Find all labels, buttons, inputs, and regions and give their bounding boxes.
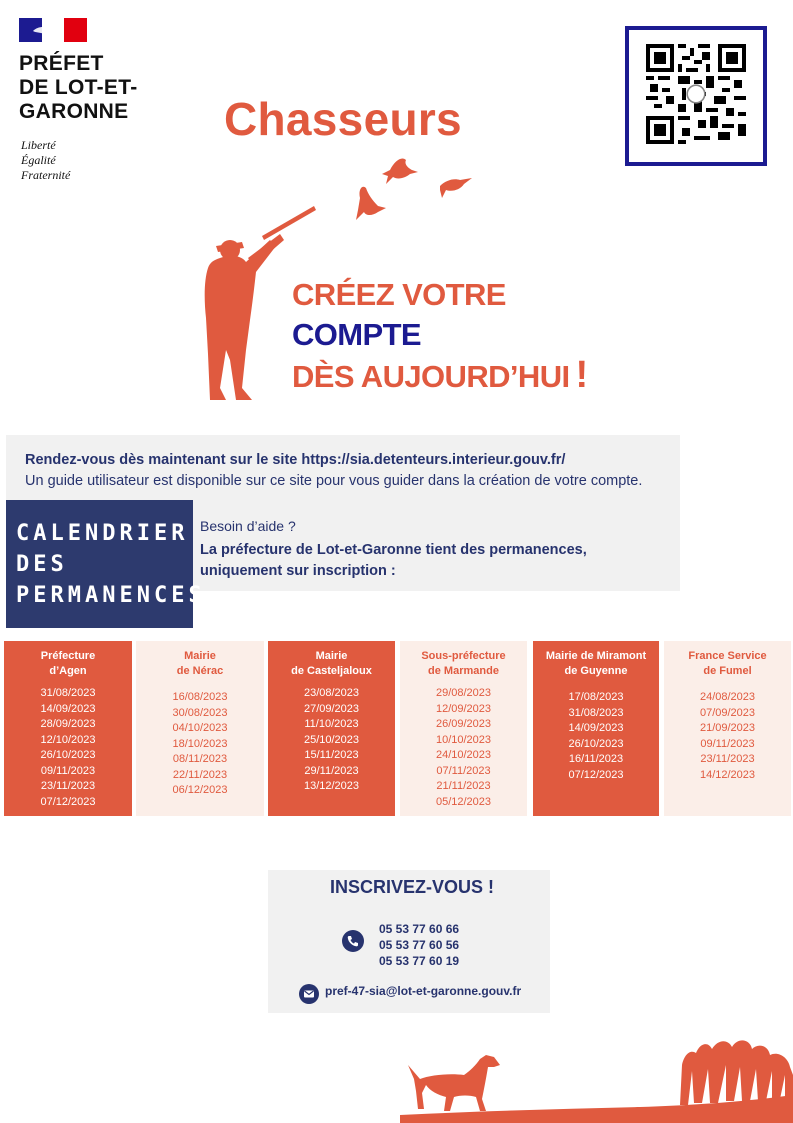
inscription-title: INSCRIVEZ-VOUS ! [330, 877, 495, 897]
guide-text: Un guide utilisateur est disponible sur ce site pour vous guider dans la création de votre compte. [25, 473, 643, 489]
hunter-icon [262, 206, 316, 240]
help-question: Besoin d’aide ? [200, 518, 296, 534]
mail-icon [299, 984, 319, 1004]
phone-icon [342, 930, 364, 952]
schedule-column-fumel [664, 641, 791, 816]
column-header: Mairie de Nérac [176, 650, 224, 677]
prefecture-name: PRÉFET DE LOT-ET- GARONNE [19, 52, 138, 123]
column-header: Préfecture d’Agen [40, 650, 96, 677]
date-list: 16/08/2023 30/08/2023 04/10/2023 18/10/2023 08/11/2023 22/11/2023 06/12/2023 [172, 691, 228, 796]
phone-numbers[interactable]: 05 53 77 60 66 05 53 77 60 56 05 53 77 60 19 [379, 922, 460, 968]
column-header: Mairie de Miramont de Guyenne [545, 650, 647, 677]
trees-icon [680, 1040, 793, 1105]
schedule-column-casteljaloux [268, 641, 395, 816]
qr-code-icon [646, 44, 746, 144]
bird-icon [356, 187, 386, 220]
email-link[interactable]: pref-47-sia@lot-et-garonne.gouv.fr [325, 984, 522, 998]
page-title: Chasseurs [224, 93, 462, 145]
bird-icon [382, 158, 418, 184]
date-list: 31/08/2023 14/09/2023 28/09/2023 12/10/2023 26/10/2023 09/11/2023 23/11/2023 07/12/2023 [40, 687, 96, 808]
schedule-column-marmande [400, 641, 527, 816]
dog-icon [408, 1055, 500, 1111]
schedule-column-agen [4, 641, 132, 816]
column-header: Sous-préfecture de Marmande [421, 650, 506, 677]
column-header: Mairie de Casteljaloux [291, 650, 372, 677]
schedule-column-miramont [533, 641, 659, 816]
help-text: La préfecture de Lot-et-Garonne tient des permanences, uniquement sur inscription : [200, 542, 587, 579]
date-list: 29/08/2023 12/09/2023 26/09/2023 10/10/2023 24/10/2023 07/11/2023 21/11/2023 05/12/2023 [435, 687, 492, 808]
slogan: CRÉEZ VOTRE COMPTE DÈS AUJOURD’HUI ! [292, 277, 588, 396]
bird-icon [440, 178, 472, 198]
schedule-column-nerac [136, 641, 264, 816]
qr-code[interactable] [625, 26, 767, 166]
date-list: 24/08/2023 07/09/2023 21/09/2023 09/11/2023 23/11/2023 14/12/2023 [699, 691, 756, 781]
column-header: France Service de Fumel [688, 650, 767, 677]
republic-motto: Liberté Égalité Fraternité [21, 138, 71, 182]
date-list: 17/08/2023 31/08/2023 14/09/2023 26/10/2023 16/11/2023 07/12/2023 [568, 691, 624, 781]
date-list: 23/08/2023 27/09/2023 11/10/2023 25/10/2023 15/11/2023 29/11/2023 13/12/2023 [303, 687, 360, 792]
hunting-dog-landscape [400, 1035, 793, 1123]
marianne-flag-logo [19, 18, 87, 42]
website-instruction[interactable]: Rendez-vous dès maintenant sur le site https://sia.detenteurs.interieur.gouv.fr/ [25, 452, 566, 468]
calendar-heading: CALENDRIER DES PERMANENCES [16, 521, 206, 608]
